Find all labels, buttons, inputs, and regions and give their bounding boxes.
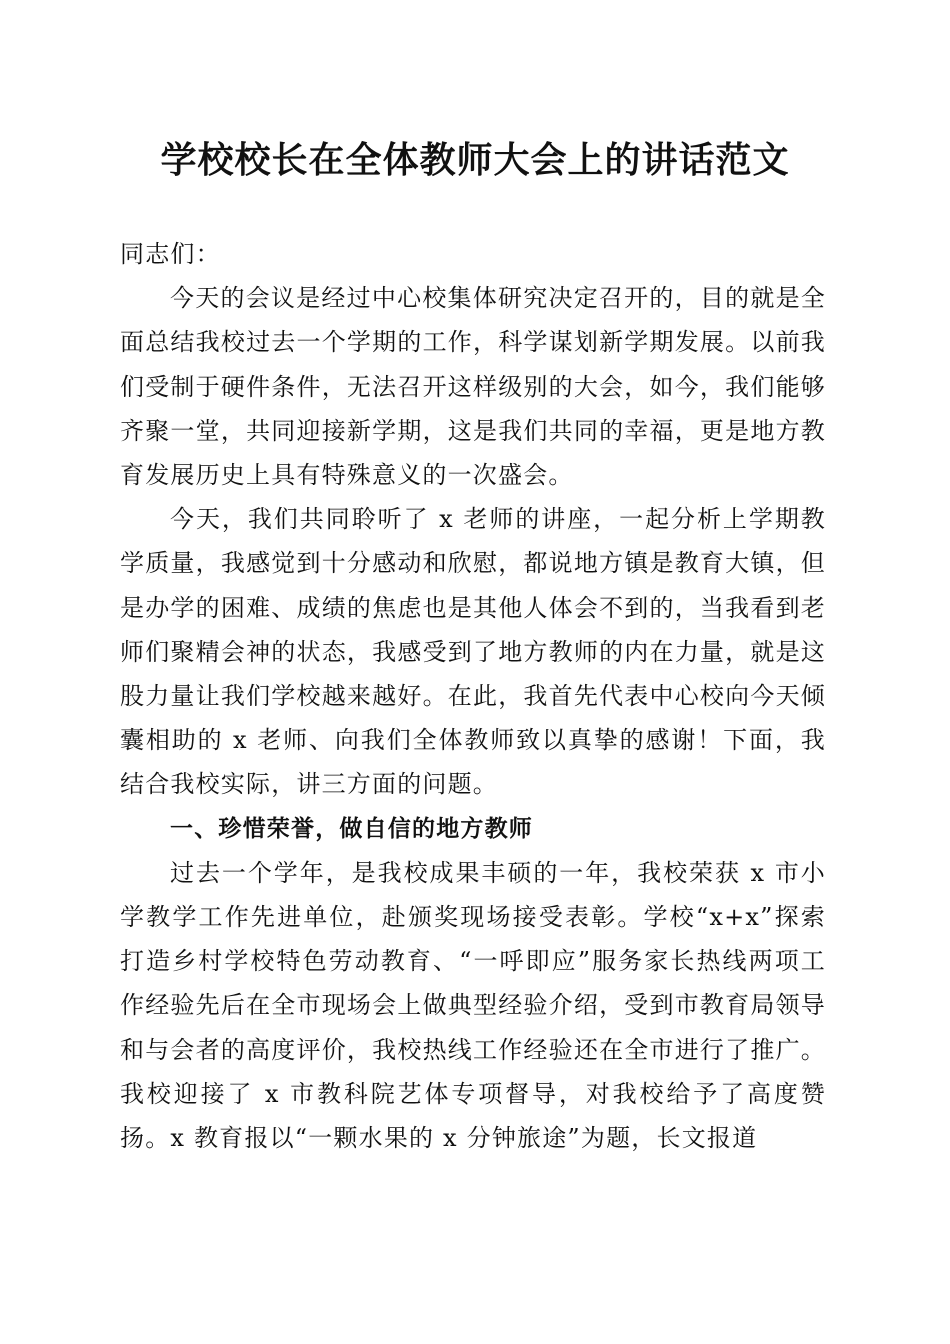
salutation: 同志们： <box>120 240 221 268</box>
paragraph-1: 今天的会议是经过中心校集体研究决定召开的，目的就是全面总结我校过去一个学期的工作，科学谋划新学期发展。以前我们受制于硬件条件，无法召开这样级别的大会，如今，我们能够齐聚一堂，共同迎接新学期，这是我们共同的幸福，更是地方教育发展历史上具有特殊意义的一次盛会。 <box>120 284 826 490</box>
section-paragraph: 过去一个学年，是我校成果丰硕的一年，我校荣获 x 市小学教学工作先进单位，赴颁奖现场接受表彰。学校“x+x”探索打造乡村学校特色劳动教育、“一呼即应”服务家长热线两项工作经验先后在全市现场会上做典型经验介绍，受到市教育局领导和与会者的高度评价，我校热线工作经验还在全市进行了推广。我校迎接了 x 市教科院艺体专项督导，对我校给予了高度赞扬。x 教育报以“一颗水果的 x 分钟旅途”为题，长文报道 <box>120 858 826 1153</box>
paragraph-2: 今天，我们共同聆听了 x 老师的讲座，一起分析上学期教学质量，我感觉到十分感动和欣慰，都说地方镇是教育大镇，但是办学的困难、成绩的焦虑也是其他人体会不到的，当我看到老师们聚精会神的状态，我感受到了地方教师的内在力量，就是这股力量让我们学校越来越好。在此，我首先代表中心校向今天倾囊相助的 x 老师、向我们全体教师致以真挚的感谢！下面，我结合我校实际，讲三方面的问题。 <box>120 505 826 799</box>
section-heading: 一、珍惜荣誉，做自信的地方教师 <box>170 815 533 842</box>
document-body <box>120 232 826 1160</box>
document-title: 学校校长在全体教师大会上的讲话范文 <box>160 139 790 181</box>
